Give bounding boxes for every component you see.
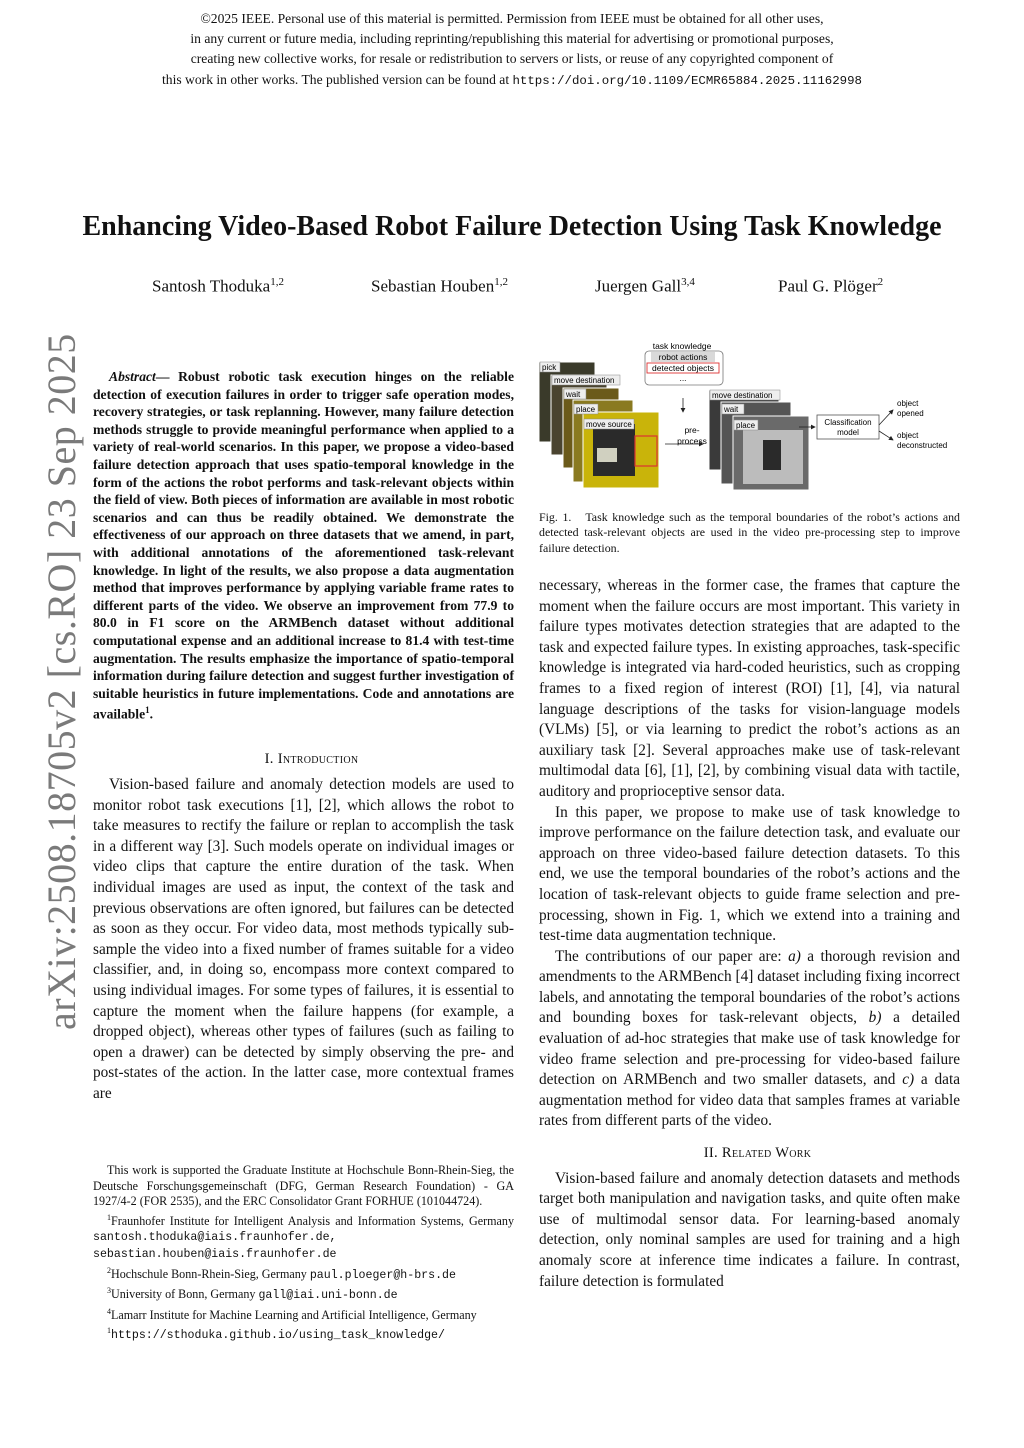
footnote-mark: 1 [145,705,150,716]
robot-actions-label: robot actions [658,352,708,362]
body-text: The contributions of our paper are: [555,947,789,965]
body-text: a thorough revision and amendments to the ARMBench [4] dataset including fixing incorrect labels, and annotating the temporal boundaries of the robot’s actions and bounding boxes for task-relevant objects, [539,947,960,1027]
action-label: move destination [712,391,773,400]
author [152,276,284,297]
author-affiliation: 2 [877,276,884,288]
body-paragraph: In this paper, we propose to make use of task knowledge to improve performance on the failure detection task, and evaluate our approach on three video-based failure detection datasets. To this end, we use the temporal boundaries of the robot’s actions and the location of task-relevant objects to guide frame selection and pre-processing, shown in Fig. 1, which we extend into a training and test-time data augmentation technique. [539,803,960,945]
arxiv-side-stamp: arXiv:2508.18705v2 [cs.RO] 23 Sep 2025 [39,333,84,1030]
right-column [539,576,960,1292]
section-numeral: I. [264,751,278,768]
author-name: Juergen Gall [595,276,682,296]
copyright-line [100,70,924,91]
section-heading-introduction [93,749,514,770]
output-arrow [879,410,893,425]
ellipsis: ... [679,373,687,383]
author-affiliation: 1,2 [270,276,284,288]
section-numeral: II. [703,1145,722,1162]
author [778,276,883,297]
action-label: move destination [554,376,615,385]
affiliation-text: Lamarr Institute for Machine Learning and Artificial Intelligence, Germany [111,1307,477,1322]
copyright-notice [100,9,924,91]
output-label: deconstructed [897,441,948,450]
body-paragraph: Vision-based failure and anomaly detection models are used to monitor robot task executions [1], [2], which allows the robot to take measures to rectify the failure or replan to accomplish the task in a different way [3]. Such models operate on individual images or video clips that capture the entire duration of the task. When individual images are used as input, the context of the task and previous observations are often ignored, but failures can be detected as soon as they occur. For video data, most methods typically sub-sample the video into a fixed number of frames suitable for a video classifier, and, in doing so, encompass more context compared to using individual images. For some types of failures, it is essential to capture the moment when the failure happens (for example, a dropped object), whereas other types of failures (such as failing to open a drawer) can be detected by simply observing the pre- and post-states of the action. In the latter case, more contextual frames are [93,776,514,1102]
abstract-text: — Robust robotic task execution hinges on the reliable detection of execution failures in order to trigger safe operation modes, recovery strategies, or task replanning. However, many failure detection methods struggle to provide meaningful performance when applied to a variety of real-world scenarios. In this paper, we propose a video-based failure detection approach that uses spatio-temporal knowledge in the form of the actions the robot performs and task-relevant objects within the field of view. Both pieces of information are available in most robotic scenarios and can thus be readily obtained. We demonstrate the effectiveness of our approach on three datasets that we amend, in part, with additional annotations of the aforementioned task-relevant knowledge. In light of the results, we also propose a data augmentation method that improves performance by applying variable frame rates to different parts of the video. We observe an improvement from 77.9 to 80.0 in F1 score on the ARMBench dataset without additional computational expense and an additional increase to 81.4 with test-time augmentation. The results emphasize the importance of spatio-temporal information during failure detection and suggest further investigation of suitable heuristics in future implementations. Code and annotations are available [93,369,514,722]
affiliation-note: $^1$Fraunhofer Institute for Intelligent Analysis and Information Systems, Germany santosh.thoduka@iais.fraunhofer.de, sebastian.houben@iais.fraunhofer.de [93,1212,514,1261]
affiliation-email: santosh.thoduka@iais.fraunhofer.de, sebastian.houben@iais.fraunhofer.de [93,1231,337,1261]
task-knowledge-label: task knowledge [652,341,712,351]
preprocess-label: pre- [684,425,700,435]
body-text: a detailed evaluation of ad-hoc strategies that make use of task knowledge for video frame selection and pre-processing for video-based failure detection on ARMBench and two smaller datasets, and [539,1009,960,1089]
body-paragraph [539,947,960,1132]
action-label: wait [566,390,581,399]
abstract [93,368,514,723]
output-label: object [897,431,919,440]
section-heading-related-work [539,1143,960,1164]
figure-caption [539,510,960,556]
abstract-end: . [149,706,154,722]
funding-note: This work is supported the Graduate Institute at Hochschule Bonn-Rhein-Sieg, the Deutsche Forschungsgemeinschaft (DFG, German Research Foundation) - GA 1927/4-2 (FOR 2535), and the ERC Consolidator Grant FORHUE (101044724). [93,1163,514,1209]
footnotes [93,1163,514,1344]
action-label: move source [586,420,632,429]
abstract-label: Abstract [109,369,156,384]
body-paragraph: necessary, whereas in the former case, the frames that capture the moment when the failure occurs are most important. This variety in failure types motivates detection strategies that are adapted to the task and expected failure types. In existing approaches, task-specific knowledge is integrated via hard-coded heuristics, such as cropping frames to a fixed region of interest (ROI) [1], [4], via natural language descriptions of the tasks for vision-language models (VLMs) [5], or via learning to predict the robot’s actions as an auxiliary task [2]. Several approaches make use of task-relevant multimodal data [6], [1], [2], by combining visual data with tactile, auditory and proprioceptive sensor data. [539,577,960,800]
author-affiliation: 3,4 [681,276,695,288]
video-frame-content [597,448,617,462]
affiliation-text: Fraunhofer Institute for Intelligent Analysis and Information Systems, Germany [111,1213,514,1228]
author-name: Santosh Thoduka [152,276,271,296]
author-name: Paul G. Plöger [778,276,878,296]
action-label: wait [724,405,739,414]
affiliation-note: $^3$University of Bonn, Germany gall@iai.uni-bonn.de [107,1286,398,1303]
url-note: $^1$https://sthoduka.github.io/using_task_knowledge/ [107,1326,445,1343]
affiliation-note: $^2$Hochschule Bonn-Rhein-Sieg, Germany paul.ploeger@h-brs.de [107,1265,456,1282]
left-column [93,368,514,1105]
author-affiliation: 1,2 [494,276,508,288]
output-label: opened [897,409,924,418]
body-text: a data augmentation method for video data that samples frames at variable rates from different parts of the video. [539,1071,960,1130]
author [595,276,695,297]
list-marker: c) [902,1071,915,1089]
affiliation-text: Hochschule Bonn-Rhein-Sieg, Germany [111,1266,310,1281]
affiliation-email: paul.ploeger@h-brs.de [309,1268,456,1282]
action-label: place [736,421,756,430]
action-label: pick [542,363,557,372]
preprocess-label: process [677,436,707,446]
caption-label: Fig. 1. [539,510,572,524]
copyright-line: creating new collective works, for resale or redistribution to servers or lists, or reuse of any copyrighted component of [190,51,834,67]
paper-title: Enhancing Video-Based Robot Failure Detection Using Task Knowledge [82,211,942,242]
list-marker: b) [868,1009,882,1027]
author [371,276,508,297]
action-label: place [576,405,596,414]
affiliation-note: $^4$Lamarr Institute for Machine Learning and Artificial Intelligence, Germany [107,1306,477,1322]
copyright-line: in any current or future media, including reprinting/republishing this material for advertising or promotional purposes, [190,31,834,47]
output-label: object [897,399,919,408]
figure-1 [537,340,962,505]
video-frame-content [763,440,781,470]
detected-objects-label: detected objects [652,363,714,373]
affiliation-text: University of Bonn, Germany [111,1287,259,1302]
section-title: Related Work [721,1145,812,1162]
copyright-line: ©2025 IEEE. Personal use of this material is permitted. Permission from IEEE must be obtained for all other uses, [200,11,824,26]
copyright-text: this work in other works. The published version can be found at [162,71,513,87]
list-marker: a) [788,947,801,965]
author-name: Sebastian Houben [371,276,495,296]
body-paragraph: Vision-based failure and anomaly detection datasets and methods target both manipulation and navigation tasks, and quite often make use of multimodal sensor data. For learning-based anomaly detection, only nominal samples are used for training and a high anomaly score at inference time indicates a failure. In contrast, failure detection is formulated [539,1169,960,1290]
doi-link[interactable]: https://doi.org/10.1109/ECMR65884.2025.11162998 [512,73,862,88]
affiliation-email: gall@iai.uni-bonn.de [258,1289,398,1303]
output-arrow [879,431,893,440]
classification-model-label: model [837,428,859,437]
classification-model-label: Classification [824,418,872,427]
section-title: Introduction [277,751,359,768]
code-url-link[interactable]: https://sthoduka.github.io/using_task_knowledge/ [111,1329,445,1343]
caption-text: Task knowledge such as the temporal boundaries of the robot’s actions and detected task-relevant objects are used in the video pre-processing step to improve failure detection. [539,510,960,555]
